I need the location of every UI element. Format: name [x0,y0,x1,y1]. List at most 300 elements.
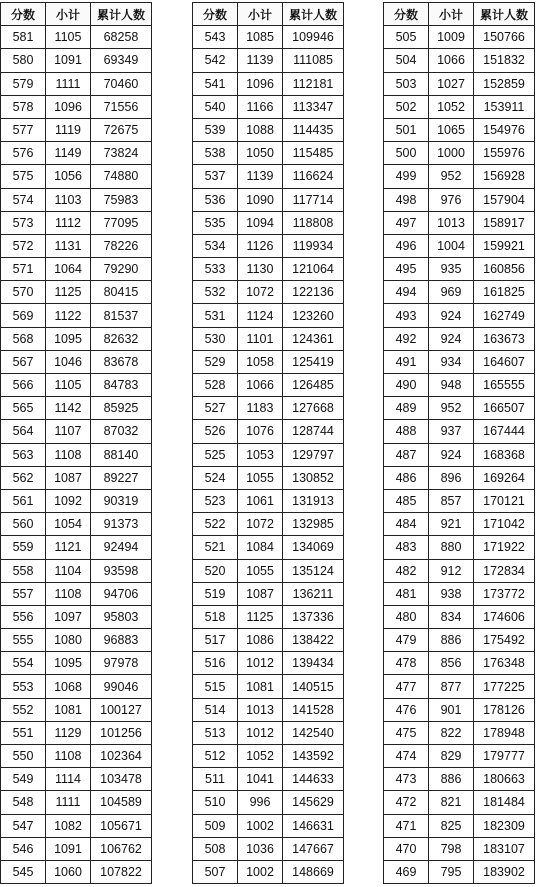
subtotal-cell: 1066 [429,49,474,72]
score-cell: 527 [193,397,238,420]
table-row [384,327,535,350]
score-cell: 537 [193,165,238,188]
subtotal-cell: 1126 [238,234,283,257]
score-cell: 530 [193,327,238,350]
table-row [193,443,344,466]
cumulative-cell: 167444 [474,420,535,443]
cumulative-cell: 122136 [283,281,344,304]
subtotal-cell: 996 [238,791,283,814]
table-row [384,118,535,141]
cumulative-cell: 129797 [283,443,344,466]
score-cell: 514 [193,698,238,721]
cumulative-cell: 159921 [474,234,535,257]
table-row [384,304,535,327]
table-row [384,582,535,605]
cumulative-cell: 144633 [283,768,344,791]
cumulative-cell: 117714 [283,188,344,211]
subtotal-cell: 1121 [46,536,91,559]
subtotal-cell: 798 [429,837,474,860]
table-row [1,605,152,628]
cumulative-cell: 104589 [91,791,152,814]
cumulative-cell: 173772 [474,582,535,605]
score-cell: 478 [384,652,429,675]
cumulative-cell: 105671 [91,814,152,837]
score-cell: 576 [1,142,46,165]
table-row [384,397,535,420]
table-row [1,26,152,49]
table-row [193,397,344,420]
header-cumulative: 累计人数 [474,3,535,26]
cumulative-cell: 106762 [91,837,152,860]
table-row [1,489,152,512]
subtotal-cell: 1087 [46,466,91,489]
table-row [193,768,344,791]
subtotal-cell: 1091 [46,837,91,860]
score-cell: 572 [1,234,46,257]
score-cell: 570 [1,281,46,304]
table-row [384,652,535,675]
cumulative-cell: 95803 [91,605,152,628]
subtotal-cell: 1108 [46,745,91,768]
score-cell: 482 [384,559,429,582]
cumulative-cell: 82632 [91,327,152,350]
subtotal-cell: 1086 [238,629,283,652]
subtotal-cell: 1112 [46,211,91,234]
table-row [384,466,535,489]
cumulative-cell: 161825 [474,281,535,304]
subtotal-cell: 1052 [238,745,283,768]
table-row [1,745,152,768]
subtotal-cell: 1081 [46,698,91,721]
subtotal-cell: 937 [429,420,474,443]
cumulative-cell: 103478 [91,768,152,791]
subtotal-cell: 1139 [238,165,283,188]
table-row [1,559,152,582]
subtotal-cell: 1111 [46,791,91,814]
cumulative-cell: 168368 [474,443,535,466]
score-cell: 513 [193,721,238,744]
score-cell: 521 [193,536,238,559]
cumulative-cell: 90319 [91,489,152,512]
subtotal-cell: 1087 [238,582,283,605]
cumulative-cell: 111085 [283,49,344,72]
cumulative-cell: 178948 [474,721,535,744]
table-row [384,142,535,165]
score-cell: 483 [384,536,429,559]
table-row [1,188,152,211]
table-row [193,374,344,397]
score-cell: 575 [1,165,46,188]
table-row [384,536,535,559]
table-row [193,26,344,49]
score-table-3 [383,2,535,884]
cumulative-cell: 109946 [283,26,344,49]
header-cumulative: 累计人数 [91,3,152,26]
score-cell: 480 [384,605,429,628]
cumulative-cell: 138422 [283,629,344,652]
score-cell: 518 [193,605,238,628]
header-subtotal: 小计 [238,3,283,26]
subtotal-cell: 924 [429,327,474,350]
score-cell: 511 [193,768,238,791]
score-cell: 533 [193,258,238,281]
score-cell: 563 [1,443,46,466]
score-cell: 508 [193,837,238,860]
table-row [1,698,152,721]
score-cell: 538 [193,142,238,165]
table-row [193,304,344,327]
subtotal-cell: 1002 [238,860,283,883]
subtotal-cell: 1060 [46,860,91,883]
table-row [384,814,535,837]
score-cell: 501 [384,118,429,141]
table-row [1,629,152,652]
cumulative-cell: 77095 [91,211,152,234]
cumulative-cell: 68258 [91,26,152,49]
subtotal-cell: 934 [429,350,474,373]
score-cell: 490 [384,374,429,397]
cumulative-cell: 175492 [474,629,535,652]
score-cell: 474 [384,745,429,768]
score-cell: 567 [1,350,46,373]
subtotal-cell: 1082 [46,814,91,837]
cumulative-cell: 73824 [91,142,152,165]
cumulative-cell: 170121 [474,489,535,512]
cumulative-cell: 176348 [474,652,535,675]
header-row [1,3,152,26]
table-row [384,258,535,281]
table-row [1,211,152,234]
subtotal-cell: 856 [429,652,474,675]
cumulative-cell: 101256 [91,721,152,744]
score-cell: 495 [384,258,429,281]
score-cell: 470 [384,837,429,860]
cumulative-cell: 183107 [474,837,535,860]
cumulative-cell: 96883 [91,629,152,652]
score-cell: 510 [193,791,238,814]
cumulative-cell: 163673 [474,327,535,350]
subtotal-cell: 886 [429,768,474,791]
table-row [384,768,535,791]
cumulative-cell: 102364 [91,745,152,768]
cumulative-cell: 156928 [474,165,535,188]
subtotal-cell: 1131 [46,234,91,257]
score-cell: 484 [384,513,429,536]
score-cell: 532 [193,281,238,304]
score-cell: 556 [1,605,46,628]
cumulative-cell: 152859 [474,72,535,95]
subtotal-cell: 1096 [238,72,283,95]
table-row [384,443,535,466]
score-cell: 578 [1,95,46,118]
subtotal-cell: 1124 [238,304,283,327]
score-cell: 505 [384,26,429,49]
cumulative-cell: 87032 [91,420,152,443]
cumulative-cell: 130852 [283,466,344,489]
score-cell: 496 [384,234,429,257]
subtotal-cell: 1013 [238,698,283,721]
cumulative-cell: 132985 [283,513,344,536]
score-cell: 553 [1,675,46,698]
table-row [193,582,344,605]
cumulative-cell: 146631 [283,814,344,837]
score-cell: 566 [1,374,46,397]
subtotal-cell: 952 [429,165,474,188]
score-cell: 571 [1,258,46,281]
subtotal-cell: 1055 [238,559,283,582]
score-cell: 555 [1,629,46,652]
score-cell: 509 [193,814,238,837]
table-row [1,420,152,443]
table-row [193,188,344,211]
subtotal-cell: 1090 [238,188,283,211]
subtotal-cell: 1046 [46,350,91,373]
cumulative-cell: 75983 [91,188,152,211]
score-cell: 565 [1,397,46,420]
score-cell: 525 [193,443,238,466]
score-cell: 520 [193,559,238,582]
table-row [384,188,535,211]
subtotal-cell: 1076 [238,420,283,443]
score-cell: 500 [384,142,429,165]
score-table-2 [192,2,344,884]
subtotal-cell: 1125 [238,605,283,628]
score-cell: 499 [384,165,429,188]
subtotal-cell: 1095 [46,652,91,675]
score-cell: 561 [1,489,46,512]
subtotal-cell: 1119 [46,118,91,141]
cumulative-cell: 155976 [474,142,535,165]
subtotal-cell: 1050 [238,142,283,165]
score-cell: 515 [193,675,238,698]
table-row [384,350,535,373]
table-row [384,860,535,883]
cumulative-cell: 151832 [474,49,535,72]
subtotal-cell: 1114 [46,768,91,791]
subtotal-cell: 1122 [46,304,91,327]
table-row [193,95,344,118]
subtotal-cell: 1149 [46,142,91,165]
cumulative-cell: 97978 [91,652,152,675]
cumulative-cell: 137336 [283,605,344,628]
table-row [1,860,152,883]
table-row [384,721,535,744]
table-row [193,860,344,883]
table-row [193,466,344,489]
score-cell: 485 [384,489,429,512]
score-cell: 581 [1,26,46,49]
table-row [384,559,535,582]
score-table-1 [0,2,152,884]
subtotal-cell: 912 [429,559,474,582]
subtotal-cell: 1104 [46,559,91,582]
table-row [384,605,535,628]
table-row [193,605,344,628]
cumulative-cell: 125419 [283,350,344,373]
subtotal-cell: 1142 [46,397,91,420]
cumulative-cell: 83678 [91,350,152,373]
subtotal-cell: 1061 [238,489,283,512]
cumulative-cell: 118808 [283,211,344,234]
table-row [1,675,152,698]
cumulative-cell: 128744 [283,420,344,443]
subtotal-cell: 1012 [238,721,283,744]
score-cell: 493 [384,304,429,327]
score-cell: 523 [193,489,238,512]
header-score: 分数 [193,3,238,26]
cumulative-cell: 126485 [283,374,344,397]
cumulative-cell: 143592 [283,745,344,768]
score-cell: 539 [193,118,238,141]
table-row [193,559,344,582]
score-cell: 551 [1,721,46,744]
subtotal-cell: 825 [429,814,474,837]
subtotal-cell: 1107 [46,420,91,443]
cumulative-cell: 107822 [91,860,152,883]
score-cell: 492 [384,327,429,350]
subtotal-cell: 1054 [46,513,91,536]
cumulative-cell: 115485 [283,142,344,165]
score-cell: 560 [1,513,46,536]
score-cell: 568 [1,327,46,350]
table-row [384,165,535,188]
score-cell: 497 [384,211,429,234]
subtotal-cell: 1111 [46,72,91,95]
subtotal-cell: 1055 [238,466,283,489]
cumulative-cell: 100127 [91,698,152,721]
table-row [193,72,344,95]
cumulative-cell: 153911 [474,95,535,118]
table-row [193,165,344,188]
cumulative-cell: 114435 [283,118,344,141]
cumulative-cell: 79290 [91,258,152,281]
score-cell: 545 [1,860,46,883]
cumulative-cell: 141528 [283,698,344,721]
subtotal-cell: 1084 [238,536,283,559]
table-row [193,211,344,234]
score-cell: 502 [384,95,429,118]
table-row [1,374,152,397]
cumulative-cell: 112181 [283,72,344,95]
subtotal-cell: 1129 [46,721,91,744]
score-cell: 476 [384,698,429,721]
score-cell: 489 [384,397,429,420]
score-cell: 488 [384,420,429,443]
cumulative-cell: 88140 [91,443,152,466]
cumulative-cell: 180663 [474,768,535,791]
subtotal-cell: 896 [429,466,474,489]
table-row [384,234,535,257]
subtotal-cell: 1094 [238,211,283,234]
cumulative-cell: 93598 [91,559,152,582]
cumulative-cell: 145629 [283,791,344,814]
subtotal-cell: 1041 [238,768,283,791]
subtotal-cell: 880 [429,536,474,559]
cumulative-cell: 81537 [91,304,152,327]
cumulative-cell: 74880 [91,165,152,188]
table-row [1,582,152,605]
table-row [193,837,344,860]
subtotal-cell: 976 [429,188,474,211]
subtotal-cell: 1012 [238,652,283,675]
score-cell: 536 [193,188,238,211]
score-cell: 519 [193,582,238,605]
subtotal-cell: 1166 [238,95,283,118]
cumulative-cell: 181484 [474,791,535,814]
score-cell: 577 [1,118,46,141]
score-cell: 503 [384,72,429,95]
score-cell: 535 [193,211,238,234]
table-row [1,350,152,373]
table-row [1,466,152,489]
score-cell: 529 [193,350,238,373]
score-cell: 557 [1,582,46,605]
table-row [384,791,535,814]
table-row [384,49,535,72]
cumulative-cell: 71556 [91,95,152,118]
cumulative-cell: 140515 [283,675,344,698]
score-cell: 558 [1,559,46,582]
cumulative-cell: 92494 [91,536,152,559]
subtotal-cell: 795 [429,860,474,883]
subtotal-cell: 886 [429,629,474,652]
cumulative-cell: 80415 [91,281,152,304]
score-cell: 469 [384,860,429,883]
table-row [1,142,152,165]
header-subtotal: 小计 [46,3,91,26]
subtotal-cell: 924 [429,443,474,466]
cumulative-cell: 148669 [283,860,344,883]
cumulative-cell: 171922 [474,536,535,559]
cumulative-cell: 139434 [283,652,344,675]
table-row [1,652,152,675]
table-row [193,652,344,675]
cumulative-cell: 165555 [474,374,535,397]
score-cell: 472 [384,791,429,814]
cumulative-cell: 157904 [474,188,535,211]
subtotal-cell: 1068 [46,675,91,698]
cumulative-cell: 121064 [283,258,344,281]
subtotal-cell: 1096 [46,95,91,118]
table-row [193,350,344,373]
score-cell: 531 [193,304,238,327]
subtotal-cell: 1139 [238,49,283,72]
cumulative-cell: 85925 [91,397,152,420]
score-cell: 548 [1,791,46,814]
table-row [1,72,152,95]
cumulative-cell: 174606 [474,605,535,628]
score-cell: 542 [193,49,238,72]
subtotal-cell: 1072 [238,281,283,304]
header-score: 分数 [1,3,46,26]
score-cell: 554 [1,652,46,675]
subtotal-cell: 1130 [238,258,283,281]
subtotal-cell: 1013 [429,211,474,234]
subtotal-cell: 1056 [46,165,91,188]
subtotal-cell: 1105 [46,26,91,49]
table-row [193,118,344,141]
score-cell: 540 [193,95,238,118]
score-cell: 491 [384,350,429,373]
score-cell: 559 [1,536,46,559]
table-row [193,327,344,350]
subtotal-cell: 1097 [46,605,91,628]
header-cumulative: 累计人数 [283,3,344,26]
table-row [1,95,152,118]
score-cell: 564 [1,420,46,443]
table-row [193,536,344,559]
table-row [193,258,344,281]
